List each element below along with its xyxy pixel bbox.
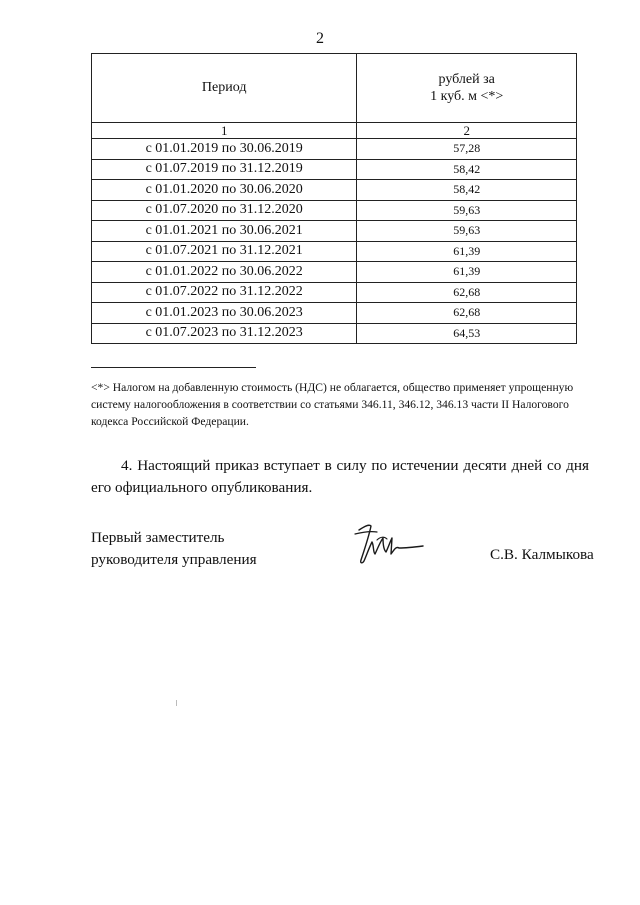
value-cell: 57,28 xyxy=(357,139,577,160)
table-row xyxy=(92,200,577,221)
value-cell: 62,68 xyxy=(357,303,577,324)
scan-speck xyxy=(176,700,177,706)
period-cell: с 01.07.2023 по 31.12.2023 xyxy=(92,323,357,344)
page-number: 2 xyxy=(316,30,324,47)
signer-title-line2: руководителя управления xyxy=(91,551,257,568)
value-cell: 61,39 xyxy=(357,241,577,262)
tariff-table xyxy=(91,53,577,344)
period-cell: с 01.07.2020 по 31.12.2020 xyxy=(92,200,357,221)
period-cell: с 01.01.2023 по 30.06.2023 xyxy=(92,303,357,324)
signer-title-line1: Первый заместитель xyxy=(91,529,225,546)
value-cell: 58,42 xyxy=(357,159,577,180)
period-cell: с 01.07.2021 по 31.12.2021 xyxy=(92,241,357,262)
value-cell: 59,63 xyxy=(357,200,577,221)
column-number-2: 2 xyxy=(357,123,577,139)
table-row xyxy=(92,262,577,283)
table-row xyxy=(92,282,577,303)
table-row xyxy=(92,323,577,344)
value-cell: 62,68 xyxy=(357,282,577,303)
table-header-row xyxy=(92,54,577,123)
header-period: Период xyxy=(92,54,357,123)
table-row xyxy=(92,159,577,180)
header-rate xyxy=(357,54,577,123)
period-cell: с 01.07.2019 по 31.12.2019 xyxy=(92,159,357,180)
value-cell: 64,53 xyxy=(357,323,577,344)
table-row xyxy=(92,180,577,201)
table-row xyxy=(92,139,577,160)
signer-title xyxy=(91,527,257,571)
footnote: <*> Налогом на добавленную стоимость (НДС) не облагается, общество применяет упрощенную систему налогообложения в соответствии со статьями 346.11, 346.12, 346.13 части II Налогового кодекса Российской Федерации. xyxy=(91,381,574,428)
table-row xyxy=(92,241,577,262)
handwritten-signature xyxy=(353,518,425,568)
header-rate-line2: 1 куб. м <*> xyxy=(430,89,504,104)
value-cell: 58,42 xyxy=(357,180,577,201)
table-row xyxy=(92,303,577,324)
value-cell: 61,39 xyxy=(357,262,577,283)
table-row xyxy=(92,221,577,242)
column-number-1: 1 xyxy=(92,123,357,139)
period-cell: с 01.01.2019 по 30.06.2019 xyxy=(92,139,357,160)
period-cell: с 01.01.2022 по 30.06.2022 xyxy=(92,262,357,283)
header-rate-line1: рублей за xyxy=(438,72,495,87)
column-number-row xyxy=(92,123,577,139)
period-cell: с 01.01.2020 по 30.06.2020 xyxy=(92,180,357,201)
value-cell: 59,63 xyxy=(357,221,577,242)
clause-4: 4. Настоящий приказ вступает в силу по истечении десяти дней со дня его официального опубликования. xyxy=(91,457,589,496)
period-cell: с 01.01.2021 по 30.06.2021 xyxy=(92,221,357,242)
signer-name: С.В. Калмыкова xyxy=(490,546,594,563)
period-cell: с 01.07.2022 по 31.12.2022 xyxy=(92,282,357,303)
footnote-divider xyxy=(91,367,256,368)
